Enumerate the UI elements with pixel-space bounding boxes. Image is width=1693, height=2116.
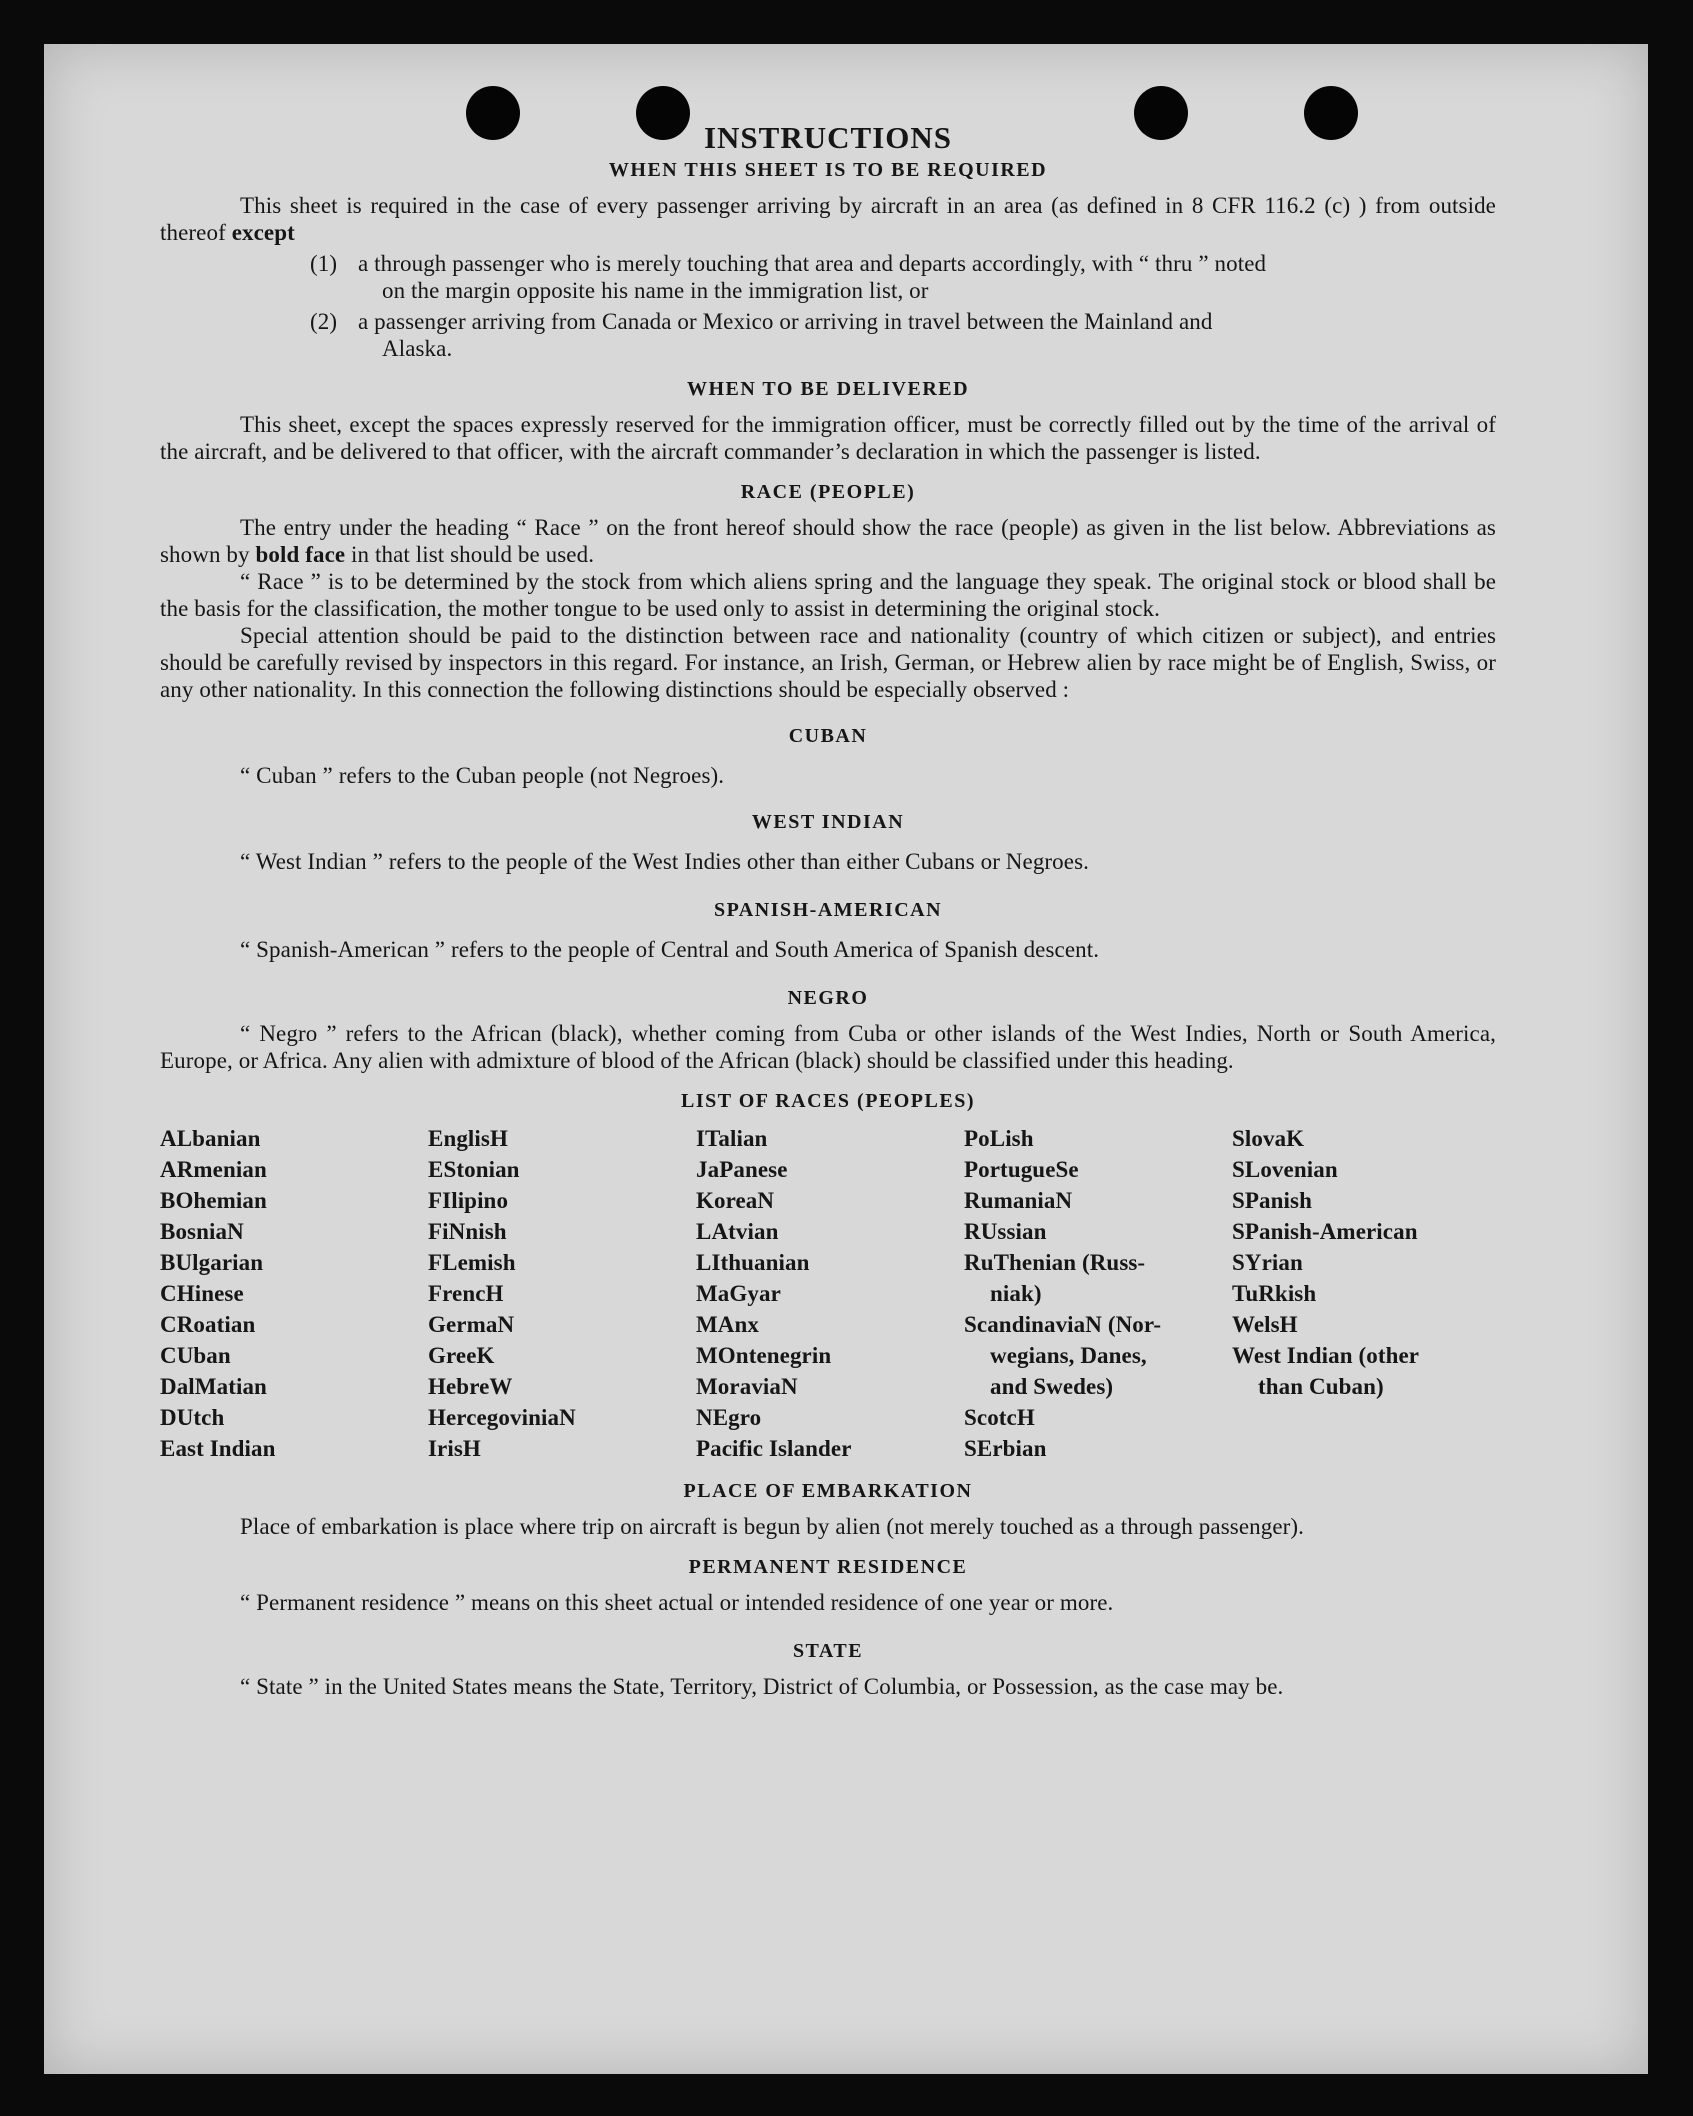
race-entry: LIthuanian <box>696 1250 810 1275</box>
race-entry: SYrian <box>1232 1250 1303 1275</box>
list-text <box>358 308 1496 362</box>
residence-text: “ Permanent residence ” means on this sheet actual or intended residence of one year or more. <box>240 1590 1114 1615</box>
race-entry: FIlipino <box>428 1188 509 1213</box>
race-paragraph-1 <box>160 514 1496 568</box>
race-entry: than Cuban) <box>1258 1374 1384 1399</box>
race-entry: PortugueSe <box>964 1157 1079 1182</box>
race-entry: SlovaK <box>1232 1126 1305 1151</box>
race-entry: ALbanian <box>160 1126 261 1151</box>
race-entry: HercegoviniaN <box>428 1405 576 1430</box>
heading-embarkation: PLACE OF EMBARKATION <box>683 1480 973 1502</box>
race-entry: CUban <box>160 1343 231 1368</box>
races-column <box>696 1123 964 1464</box>
list-item <box>160 250 1496 304</box>
race-entry: GreeK <box>428 1343 495 1368</box>
list-text <box>358 250 1496 304</box>
when-required-intro <box>160 192 1496 246</box>
race-entry: LAtvian <box>696 1219 779 1244</box>
race-entry: DUtch <box>160 1405 225 1430</box>
race-entry: West Indian (other <box>1232 1343 1420 1368</box>
race-entry: SErbian <box>964 1436 1047 1461</box>
race-entry: KoreaN <box>696 1188 775 1213</box>
race-entry: WelsH <box>1232 1312 1298 1337</box>
heading-when-required: WHEN THIS SHEET IS TO BE REQUIRED <box>608 159 1048 181</box>
race-entry: CHinese <box>160 1281 244 1306</box>
intro-line1: This sheet is required in the case of every passenger arriving by aircraft in an area (as defined in 8 CFR <box>240 193 1256 218</box>
heading-negro: NEGRO <box>787 987 869 1009</box>
race-entry: RumaniaN <box>964 1188 1073 1213</box>
page-title: INSTRUCTIONS <box>703 120 952 155</box>
heading-state: STATE <box>792 1640 864 1662</box>
race-entry: NEgro <box>696 1405 762 1430</box>
race-entry: MAnx <box>696 1312 760 1337</box>
race-entry: DalMatian <box>160 1374 267 1399</box>
intro-line2: 116.2 (c) ) from outside thereof <box>160 193 1496 245</box>
race-paragraph-3: Special attention should be paid to the distinction between race and nationality (country of which citizen or subject), and entries should be carefully revised by inspectors in this regard. For instance, an Irish, German, or Hebrew alien by race might be of English, Swiss, or any other nationality. In this connection the following distinctions should be especially observed : <box>160 623 1496 702</box>
heading-cuban: CUBAN <box>788 725 868 747</box>
race-entry: RUssian <box>964 1219 1047 1244</box>
race-paragraph-2: “ Race ” is to be determined by the stock from which aliens spring and the language they speak. The original stock or blood shall be the basis for the classification, the mother tongue to be used only to assist in determining the original stock. <box>160 569 1496 621</box>
heading-permanent-residence: PERMANENT RESIDENCE <box>688 1556 968 1578</box>
race-entry: ScotcH <box>964 1405 1035 1430</box>
race-entry: ARmenian <box>160 1157 267 1182</box>
race-entry: SLovenian <box>1232 1157 1338 1182</box>
race-entry: ITalian <box>696 1126 768 1151</box>
bold-face-keyword: bold face <box>255 542 346 567</box>
race-entry: FiNnish <box>428 1219 507 1244</box>
list-item <box>160 308 1496 362</box>
race-entry: ScandinaviaN (Nor- <box>964 1312 1162 1337</box>
race-entry: SPanish <box>1232 1188 1312 1213</box>
heading-when-delivered: WHEN TO BE DELIVERED <box>686 378 970 400</box>
race-entry: wegians, Danes, <box>990 1343 1147 1368</box>
instructions-content <box>160 120 1496 1700</box>
race-entry: BOhemian <box>160 1188 267 1213</box>
list-number: (2) <box>310 309 338 334</box>
race-entry: BosniaN <box>160 1219 244 1244</box>
race-entry: and Swedes) <box>990 1374 1114 1399</box>
spanish-american-text: “ Spanish-American ” refers to the people of Central and South America of Spanish descent. <box>240 937 1100 962</box>
embarkation-text: Place of embarkation is place where trip on aircraft is begun by alien (not merely touched as a through passenger). <box>240 1514 1305 1539</box>
except-keyword: except <box>231 220 295 245</box>
races-column <box>428 1123 696 1464</box>
race-entry: GermaN <box>428 1312 515 1337</box>
cuban-text: “ Cuban ” refers to the Cuban people (not Negroes). <box>240 763 725 788</box>
race-entry: BUlgarian <box>160 1250 264 1275</box>
races-list <box>160 1123 1496 1464</box>
race-entry: PoLish <box>964 1126 1034 1151</box>
race-entry: MOntenegrin <box>696 1343 832 1368</box>
race-entry: MoraviaN <box>696 1374 798 1399</box>
race-entry: CRoatian <box>160 1312 256 1337</box>
race-entry: niak) <box>990 1281 1042 1306</box>
races-column <box>964 1123 1232 1464</box>
race-entry: MaGyar <box>696 1281 781 1306</box>
race-entry: EStonian <box>428 1157 520 1182</box>
list-line: a passenger arriving from Canada or Mexico or arriving in travel between the Mainland and <box>358 309 1213 334</box>
list-line: Alaska. <box>382 336 453 361</box>
races-column <box>160 1123 428 1464</box>
race-entry: JaPanese <box>696 1157 788 1182</box>
heading-list-of-races: LIST OF RACES (PEOPLES) <box>680 1090 975 1112</box>
races-column <box>1232 1123 1496 1464</box>
race-entry: FrencH <box>428 1281 504 1306</box>
when-delivered-text: This sheet, except the spaces expressly reserved for the immigration officer, must be correctly filled out by the time of the arrival of the aircraft, and be delivered to that officer, with the aircraft commander’s declaration in which the passenger is listed. <box>160 412 1496 464</box>
race-entry: TuRkish <box>1232 1281 1317 1306</box>
heading-race: RACE (PEOPLE) <box>740 481 916 503</box>
race-entry: HebreW <box>428 1374 513 1399</box>
list-number: (1) <box>310 251 338 276</box>
list-line: a through passenger who is merely touching that area and departs accordingly, with “ thru ” noted <box>358 251 1267 276</box>
race-entry: SPanish-American <box>1232 1219 1418 1244</box>
race-entry: FLemish <box>428 1250 516 1275</box>
race-entry: Pacific Islander <box>696 1436 852 1461</box>
race-entry: RuThenian (Russ- <box>964 1250 1146 1275</box>
west-indian-text: “ West Indian ” refers to the people of the West Indies other than either Cubans or Negroes. <box>240 849 1089 874</box>
list-line: on the margin opposite his name in the immigration list, or <box>382 278 929 303</box>
race-entry: IrisH <box>428 1436 481 1461</box>
negro-text: “ Negro ” refers to the African (black), whether coming from Cuba or other islands of the West Indies, North or South America, Europe, or Africa. Any alien with admixture of blood of the African (black) should be classified under this heading. <box>160 1021 1496 1073</box>
heading-spanish-american: SPANISH-AMERICAN <box>713 899 943 921</box>
heading-west-indian: WEST INDIAN <box>751 811 905 833</box>
race-entry: East Indian <box>160 1436 276 1461</box>
race-p1-text: The entry under the heading “ Race ” on the front hereof should show the race (people) as given in the list below. Abbreviations as shown by <box>160 515 1496 567</box>
race-entry: EnglisH <box>428 1126 508 1151</box>
state-text: “ State ” in the United States means the State, Territory, District of Columbia, or Possession, as the case may be. <box>240 1674 1284 1699</box>
race-p1-text-end: in that list should be used. <box>351 542 595 567</box>
